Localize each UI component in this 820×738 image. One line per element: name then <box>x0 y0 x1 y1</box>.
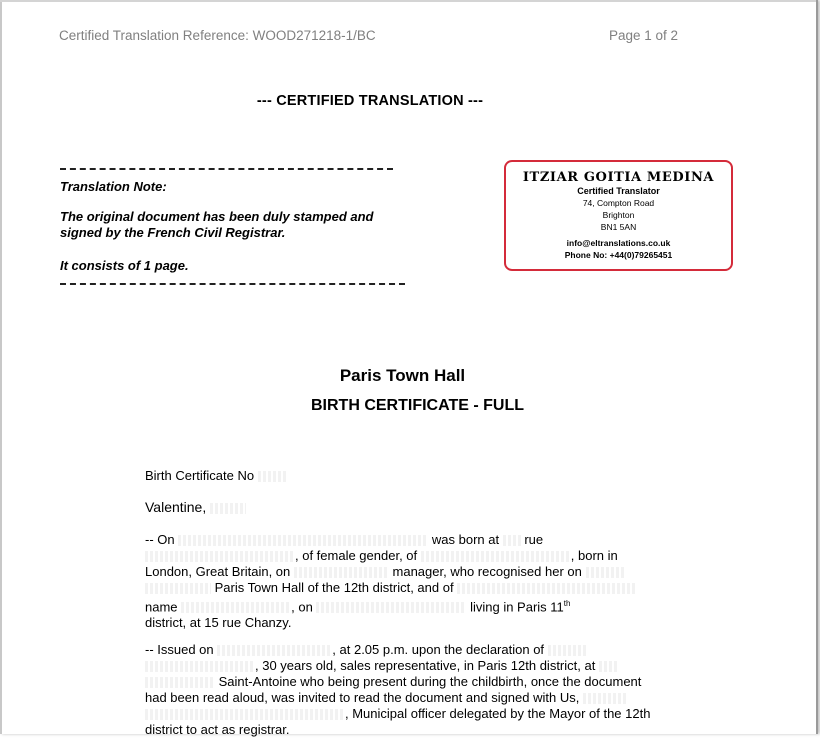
text-segment: rue <box>524 532 544 547</box>
paragraph-line <box>145 532 690 548</box>
text-segment: district to act as registrar. <box>145 722 290 737</box>
redacted-text <box>258 471 288 482</box>
redacted-text <box>210 503 246 514</box>
redacted-text <box>181 602 291 613</box>
translator-stamp <box>504 160 733 271</box>
redacted-text <box>421 551 571 562</box>
paragraph-line <box>145 615 690 631</box>
birth-record-paragraph <box>145 532 690 631</box>
redacted-text <box>145 661 255 672</box>
text-segment: , of female gender, of <box>295 548 418 563</box>
ordinal-superscript: th <box>563 599 571 608</box>
redacted-text <box>294 567 389 578</box>
paragraph-line <box>145 706 690 722</box>
subject-surname: Valentine, <box>145 499 207 515</box>
translation-note-body: The original document has been duly stamped and signed by the French Civil Registrar. <box>60 209 374 240</box>
translation-note-heading: Translation Note: <box>60 179 167 194</box>
redacted-text <box>503 535 521 546</box>
paragraph-line <box>145 642 690 658</box>
text-segment: , 30 years old, sales representative, in Paris 12th district, at <box>255 658 596 673</box>
certificate-type: BIRTH CERTIFICATE - FULL <box>310 397 524 414</box>
page-border-top <box>0 0 816 2</box>
redacted-text <box>178 535 428 546</box>
paragraph-line <box>145 580 690 596</box>
text-segment: was born at <box>431 532 500 547</box>
paragraph-line <box>145 690 690 706</box>
redacted-text <box>145 709 345 720</box>
text-segment: London, Great Britain, on <box>145 564 291 579</box>
redacted-text <box>145 551 295 562</box>
redacted-text <box>217 645 332 656</box>
issuing-authority: Paris Town Hall <box>339 366 466 385</box>
redacted-text <box>457 583 637 594</box>
text-segment: manager, who recognised her on <box>392 564 582 579</box>
redacted-text <box>316 602 466 613</box>
certificate-number-line <box>145 468 690 484</box>
paragraph-line <box>145 548 690 564</box>
translation-reference: Certified Translation Reference: WOOD271218-1/BC <box>59 28 376 43</box>
certificate-number-label: Birth Certificate No <box>145 468 255 483</box>
stamp-phone: Phone No: +44(0)79265451 <box>564 250 673 260</box>
issuance-paragraph <box>145 642 690 738</box>
paragraph-line <box>145 658 690 674</box>
stamp-address-postcode: BN1 5AN <box>600 222 637 232</box>
text-segment: had been read aloud, was invited to read the document and signed with Us, <box>145 690 580 705</box>
paragraph-line <box>145 674 690 690</box>
translation-note-pages: It consists of 1 page. <box>60 258 189 273</box>
stamp-address-street: 74, Compton Road <box>582 198 655 208</box>
redacted-text <box>145 677 215 688</box>
page-number: Page 1 of 2 <box>609 28 679 43</box>
text-segment: , Municipal officer delegated by the Mayor of the 12th <box>345 706 651 721</box>
paragraph-line <box>145 564 690 580</box>
redacted-text <box>145 583 211 594</box>
text-segment: , at 2.05 p.m. upon the declaration of <box>332 642 545 657</box>
stamp-translator-role: Certified Translator <box>577 186 660 196</box>
paragraph-line <box>145 722 690 738</box>
dashed-divider-bottom <box>60 283 405 285</box>
text-segment: district, at 15 rue Chanzy. <box>145 615 292 631</box>
stamp-translator-name: ITZIAR GOITIA MEDINA <box>522 170 715 185</box>
document-title: --- CERTIFIED TRANSLATION --- <box>256 93 484 109</box>
text-segment: -- Issued on <box>145 642 214 657</box>
text-segment: , born in <box>570 548 618 563</box>
redacted-text <box>548 645 588 656</box>
paragraph-line <box>145 596 690 615</box>
redacted-text <box>599 661 619 672</box>
subject-name-line <box>145 499 690 515</box>
stamp-address-city: Brighton <box>602 210 635 220</box>
dashed-divider-top <box>60 168 393 170</box>
redacted-text <box>586 567 626 578</box>
text-segment: Paris Town Hall of the 12th district, and of <box>214 580 454 595</box>
text-segment: living in Paris 11 <box>470 599 564 615</box>
text-segment: , on <box>291 599 313 615</box>
text-segment: name <box>145 599 178 615</box>
stamp-email: info@eltranslations.co.uk <box>566 238 671 248</box>
text-segment: Saint-Antoine who being present during the childbirth, once the document <box>218 674 642 689</box>
text-segment: -- On <box>145 532 175 547</box>
redacted-text <box>583 693 628 704</box>
